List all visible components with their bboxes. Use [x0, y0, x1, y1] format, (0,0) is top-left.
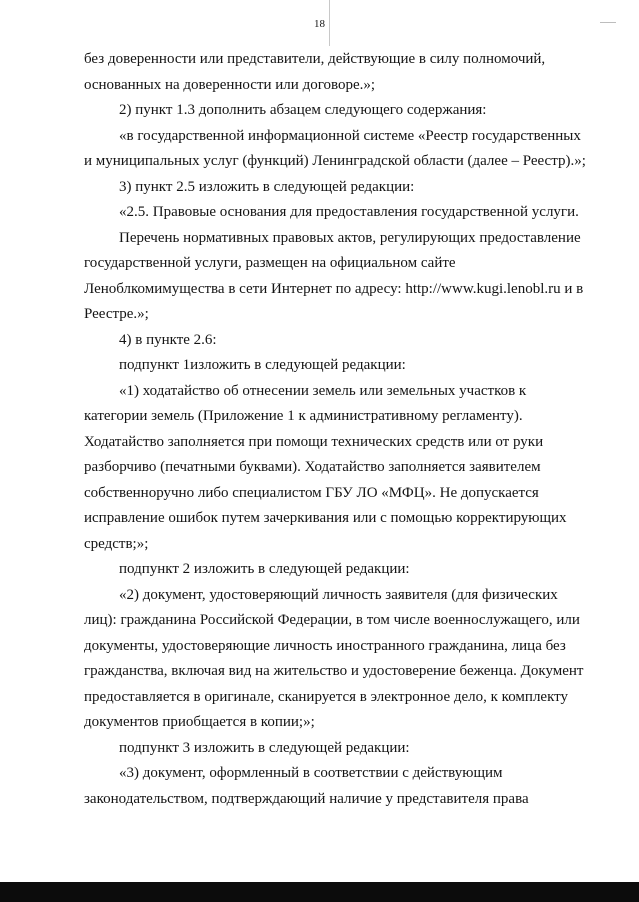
text-line: Леноблкомимущества в сети Интернет по адресу: http://www.kugi.lenobl.ru и в — [84, 280, 584, 297]
text-line: категории земель (Приложение 1 к административному регламенту). — [84, 408, 523, 424]
text-line: подпункт 1изложить в следующей редакции: — [119, 357, 406, 373]
paragraph-subitem-2-text — [84, 583, 589, 736]
paragraph-continuation — [84, 47, 589, 98]
document-body — [84, 47, 589, 812]
paragraph-subitem-1-text — [84, 379, 589, 558]
text-line: и муниципальных услуг (функций) Ленинградской области (далее – Реестр).»; — [84, 153, 586, 169]
text-line: Ходатайство заполняется при помощи технических средств или от руки — [84, 433, 544, 450]
text-line: без доверенности или представители, действующие в силу полномочий, — [84, 51, 546, 67]
paragraph-subitem-3-heading — [84, 736, 589, 762]
text-line: «3) документ, оформленный в соответствии с действующим — [119, 765, 503, 781]
scan-bottom-border — [0, 882, 639, 902]
text-line: «в государственной информационной системе «Реестр государственных — [119, 127, 581, 144]
text-line: предоставляется в оригинале, сканируется в электронное дело, к комплекту — [84, 688, 569, 705]
text-line: исправление ошибок путем зачеркивания или с помощью корректирующих — [84, 510, 567, 526]
paragraph-registry-quote — [84, 124, 589, 175]
text-line: подпункт 2 изложить в следующей редакции: — [119, 561, 410, 577]
text-line: «2.5. Правовые основания для предоставления государственной услуги. — [119, 204, 579, 220]
page-number: 18 — [314, 18, 325, 30]
text-line: 3) пункт 2.5 изложить в следующей редакции: — [119, 178, 415, 195]
text-line: документы, удостоверяющие личность иностранного гражданина, лица без — [84, 637, 566, 654]
paragraph-item-3 — [84, 175, 589, 201]
paragraph-legal-acts-list — [84, 226, 589, 328]
paragraph-subitem-1-heading — [84, 353, 589, 379]
paragraph-subitem-2-heading — [84, 557, 589, 583]
paragraph-item-4 — [84, 328, 589, 354]
text-line: «1) ходатайство об отнесении земель или земельных участков к — [119, 382, 527, 399]
text-line: средств;»; — [84, 535, 149, 552]
paragraph-legal-basis — [84, 200, 589, 226]
text-line: документов приобщается в копии;»; — [84, 714, 315, 730]
text-line: Перечень нормативных правовых актов, регулирующих предоставление — [119, 229, 581, 246]
paragraph-item-2 — [84, 98, 589, 124]
text-line: гражданства, включая вид на жительство и удостоверение беженца. Документ — [84, 663, 584, 679]
text-line: законодательством, подтверждающий наличие у представителя права — [84, 790, 529, 807]
text-line: государственной услуги, размещен на официальном сайте — [84, 255, 456, 271]
text-line: собственноручно либо специалистом ГБУ ЛО «МФЦ». Не допускается — [84, 484, 539, 501]
text-line: 4) в пункте 2.6: — [119, 331, 217, 348]
text-line: Реестре.»; — [84, 306, 149, 322]
text-line: подпункт 3 изложить в следующей редакции: — [119, 739, 410, 756]
text-line: разборчиво (печатными буквами). Ходатайство заполняется заявителем — [84, 459, 541, 475]
text-line: «2) документ, удостоверяющий личность заявителя (для физических — [119, 586, 558, 603]
paragraph-subitem-3-text — [84, 761, 589, 812]
text-line: 2) пункт 1.3 дополнить абзацем следующего содержания: — [119, 102, 487, 118]
text-line: основанных на доверенности или договоре.»; — [84, 76, 376, 93]
text-line: лиц): гражданина Российской Федерации, в том числе военнослужащего, или — [84, 612, 580, 628]
